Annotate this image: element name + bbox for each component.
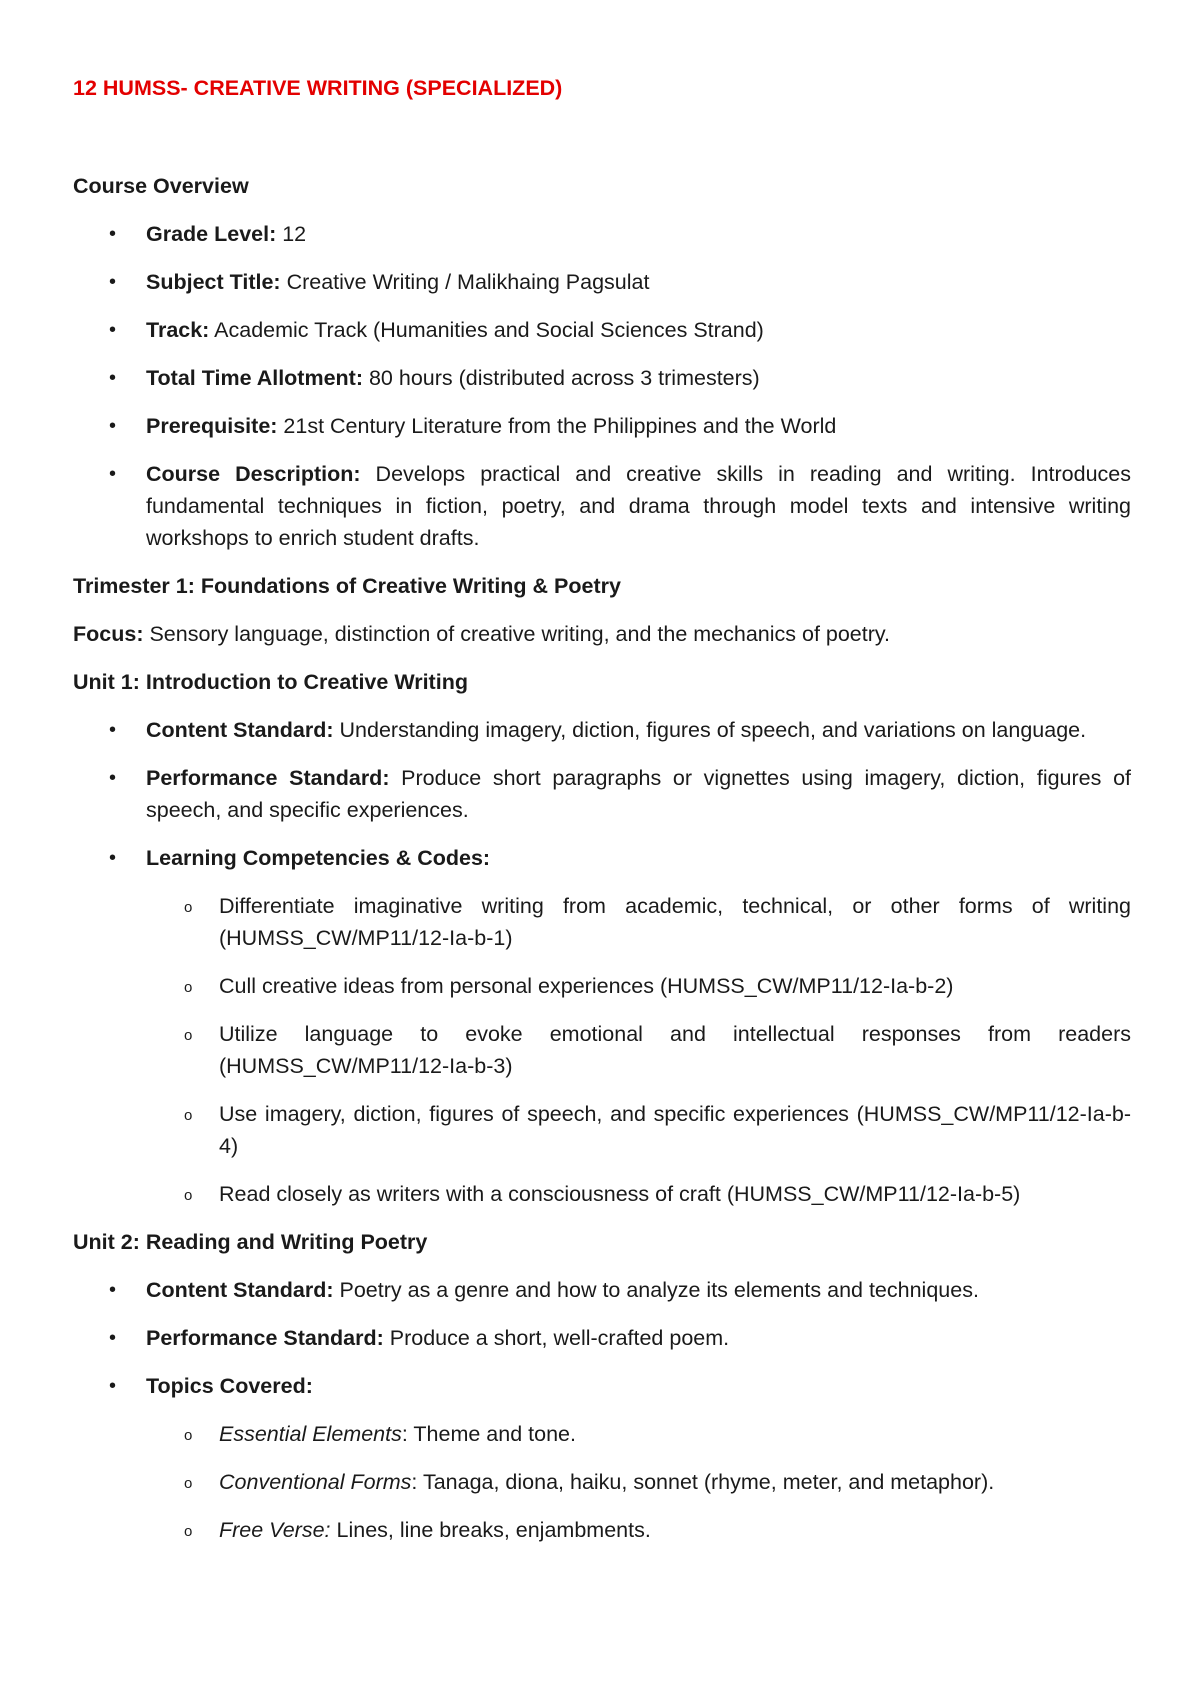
circle-bullet-icon: o — [184, 1475, 193, 1492]
performance-standard-text: Produce short paragraphs or vignettes using imagery, diction, figures of speech, and specific experiences. — [146, 766, 1131, 822]
sub-list-item — [146, 970, 1131, 1002]
bullet-icon: • — [109, 1375, 117, 1397]
list-item — [73, 762, 1131, 826]
document-body — [73, 170, 1131, 1562]
bullet-icon: • — [109, 463, 117, 485]
performance-standard-label: Performance Standard: — [146, 766, 390, 790]
list-item — [73, 410, 1131, 442]
competencies-label: Learning Competencies & Codes: — [146, 846, 491, 870]
item-text: Academic Track (Humanities and Social Sciences Strand) — [209, 318, 764, 342]
content-standard-text: Poetry as a genre and how to analyze its elements and techniques. — [333, 1278, 979, 1302]
unit-2-heading: Unit 2: Reading and Writing Poetry — [73, 1230, 428, 1254]
bullet-icon: • — [109, 719, 117, 741]
topics-list — [146, 1418, 1131, 1546]
circle-bullet-icon: o — [184, 1187, 193, 1204]
topic-label: Free Verse: — [219, 1518, 331, 1542]
item-text: Creative Writing / Malikhaing Pagsulat — [280, 270, 650, 294]
circle-bullet-icon: o — [184, 1523, 193, 1540]
performance-standard-text: Produce a short, well-crafted poem. — [383, 1326, 730, 1350]
sub-list-item — [146, 1466, 1131, 1498]
content-standard-label: Content Standard: — [146, 1278, 334, 1302]
sub-list-item — [146, 1098, 1131, 1162]
list-item — [73, 218, 1131, 250]
sub-list-item — [146, 1418, 1131, 1450]
competency-text: Differentiate imaginative writing from academic, technical, or other forms of writing (HUMSS_CW/MP11/12-Ia-b-1) — [219, 894, 1131, 950]
topics-label: Topics Covered: — [146, 1374, 313, 1398]
competency-text: Utilize language to evoke emotional and intellectual responses from readers (HUMSS_CW/MP11/12-Ia-b-3) — [219, 1022, 1131, 1078]
list-item — [73, 1322, 1131, 1354]
sub-list-item — [146, 1018, 1131, 1082]
sub-list-item — [146, 1514, 1131, 1546]
circle-bullet-icon: o — [184, 1427, 193, 1444]
item-text: 12 — [276, 222, 307, 246]
unit-2-list — [73, 1274, 1131, 1546]
circle-bullet-icon: o — [184, 1107, 193, 1124]
sub-list-item — [146, 890, 1131, 954]
bullet-icon: • — [109, 1327, 117, 1349]
item-text: 80 hours (distributed across 3 trimesters) — [363, 366, 760, 390]
bullet-icon: • — [109, 1279, 117, 1301]
sub-list-item — [146, 1178, 1131, 1210]
list-item — [73, 714, 1131, 746]
item-label: Course Description: — [146, 462, 361, 486]
list-item — [73, 362, 1131, 394]
circle-bullet-icon: o — [184, 899, 193, 916]
competencies-list — [146, 890, 1131, 1210]
competency-text: Read closely as writers with a consciousness of craft (HUMSS_CW/MP11/12-Ia-b-5) — [219, 1182, 1021, 1206]
trimester-1-focus — [73, 618, 1131, 650]
bullet-icon: • — [109, 367, 117, 389]
course-overview-heading: Course Overview — [73, 174, 249, 198]
performance-standard-label: Performance Standard: — [146, 1326, 384, 1350]
competency-text: Use imagery, diction, figures of speech, and specific experiences (HUMSS_CW/MP11/12-Ia-b-4) — [219, 1102, 1131, 1158]
circle-bullet-icon: o — [184, 1027, 193, 1044]
item-label: Prerequisite: — [146, 414, 278, 438]
bullet-icon: • — [109, 847, 117, 869]
unit-1-heading: Unit 1: Introduction to Creative Writing — [73, 670, 468, 694]
focus-text: Sensory language, distinction of creative writing, and the mechanics of poetry. — [143, 622, 891, 646]
unit-1-list — [73, 714, 1131, 1210]
course-overview-list — [73, 218, 1131, 554]
bullet-icon: • — [109, 767, 117, 789]
document-title: 12 HUMSS- CREATIVE WRITING (SPECIALIZED) — [73, 76, 563, 100]
content-standard-text: Understanding imagery, diction, figures of speech, and variations on language. — [333, 718, 1087, 742]
bullet-icon: • — [109, 271, 117, 293]
circle-bullet-icon: o — [184, 979, 193, 996]
topic-text: Lines, line breaks, enjambments. — [330, 1518, 651, 1542]
item-label: Track: — [146, 318, 210, 342]
list-item — [73, 314, 1131, 346]
content-standard-label: Content Standard: — [146, 718, 334, 742]
list-item — [73, 842, 1131, 1210]
list-item — [73, 266, 1131, 298]
competency-text: Cull creative ideas from personal experiences (HUMSS_CW/MP11/12-Ia-b-2) — [219, 974, 954, 998]
list-item — [73, 458, 1131, 554]
bullet-icon: • — [109, 415, 117, 437]
item-label: Grade Level: — [146, 222, 277, 246]
bullet-icon: • — [109, 223, 117, 245]
list-item — [73, 1370, 1131, 1546]
item-text: Develops practical and creative skills in reading and writing. Introduces fundamental techniques in fiction, poetry, and drama through model texts and intensive writing workshops to enrich student drafts. — [146, 462, 1131, 550]
topic-label: Conventional Forms — [219, 1470, 412, 1494]
topic-label: Essential Elements — [219, 1422, 402, 1446]
item-label: Subject Title: — [146, 270, 281, 294]
topic-text: : Theme and tone. — [401, 1422, 576, 1446]
list-item — [73, 1274, 1131, 1306]
focus-label: Focus: — [73, 622, 144, 646]
bullet-icon: • — [109, 319, 117, 341]
item-text: 21st Century Literature from the Philippines and the World — [277, 414, 837, 438]
trimester-1-heading: Trimester 1: Foundations of Creative Writing & Poetry — [73, 574, 621, 598]
topic-text: : Tanaga, diona, haiku, sonnet (rhyme, meter, and metaphor). — [411, 1470, 995, 1494]
item-label: Total Time Allotment: — [146, 366, 363, 390]
